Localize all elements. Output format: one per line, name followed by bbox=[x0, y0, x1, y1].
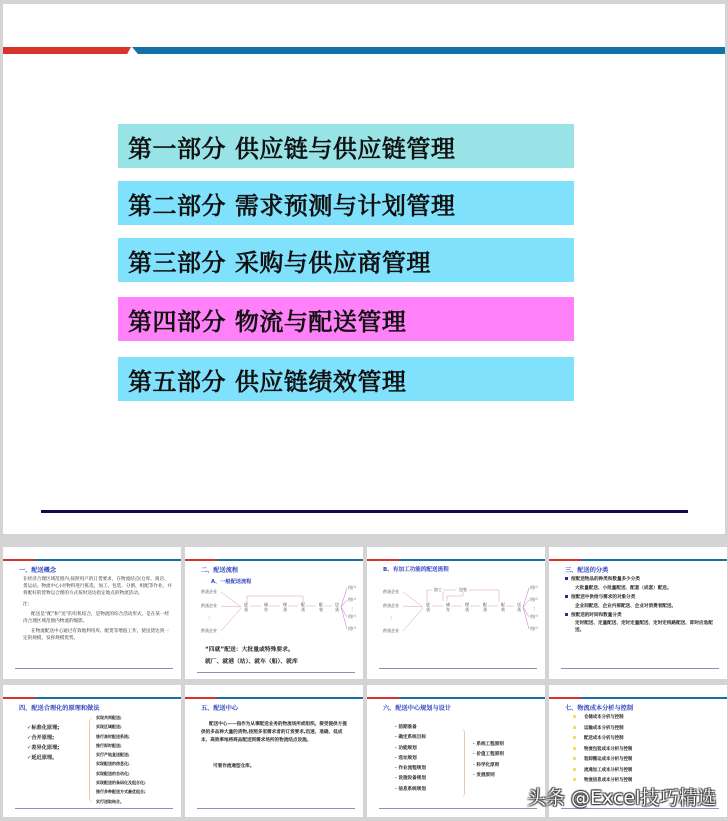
thumb-accent-bar bbox=[3, 559, 181, 561]
practices-list: 实现共同配送; 实现区域配送; 推行准时配送系统; 推行即时配送; 实行产地直送配送; 实现配送的信息化; 实现配送的自动化; 实现配送的条码化及组合化; 推行多种配送方式最优组合; 实行送取结合。 bbox=[96, 715, 146, 804]
thumb-bottom-line bbox=[197, 672, 355, 673]
paragraph: 配送是“配”和“送”的有机结合，是物流的综合活动形式，是在某一经济合理区域范围内物流的缩影。 bbox=[23, 612, 170, 624]
svg-text:货: 货 bbox=[426, 607, 430, 612]
principles-list: ✓标准化原理; ✓合并原理; ✓差异化原理; ✓延迟原理。 bbox=[27, 725, 60, 761]
svg-text:⋮: ⋮ bbox=[389, 615, 393, 620]
slide-bottom-line bbox=[41, 510, 688, 513]
svg-text:配: 配 bbox=[319, 602, 323, 607]
svg-text:货: 货 bbox=[335, 607, 339, 612]
svg-text:货: 货 bbox=[517, 607, 521, 612]
main-slide[interactable] bbox=[3, 4, 725, 534]
svg-text:货: 货 bbox=[244, 607, 248, 612]
cost-control-list: 仓储成本分析与控制 运输成本分析与控制 配送成本分析与控制 物流包装成本分析与控制 装卸搬运成本分析与控制 流通加工成本分析与控制 物流信息成本分析与控制 bbox=[573, 713, 632, 787]
svg-text:供货企业: 供货企业 bbox=[201, 589, 217, 594]
brace-divider bbox=[461, 729, 465, 797]
svg-text:供货企业: 供货企业 bbox=[383, 628, 399, 633]
paragraph: 在物流配送中心通过有效地利用库、配货等增值工作，使送货达到一定的规模，发挥规模优势。 bbox=[23, 629, 169, 641]
svg-text:用户: 用户 bbox=[348, 597, 356, 602]
svg-text:储: 储 bbox=[446, 602, 450, 607]
thumb-accent-bar bbox=[549, 697, 727, 699]
svg-text:装: 装 bbox=[319, 607, 323, 612]
svg-text:送: 送 bbox=[335, 602, 339, 607]
thumb-title: 六、配送中心规划与设计 bbox=[383, 705, 452, 712]
slide-thumbnail-7[interactable] bbox=[367, 685, 545, 817]
slide-thumbnail-2[interactable] bbox=[185, 547, 363, 679]
thumb-body bbox=[201, 721, 351, 771]
paragraph: 配送中心——指作为从事配送业务的物流场所或组织。接受提供方提供的多品种大量的货物,按照多家需求者的订货要求,迅速、准确、低成本、高效率地将商品配送到需求场所的物流结点设施。 bbox=[201, 722, 347, 743]
svg-text:配: 配 bbox=[483, 602, 487, 607]
svg-text:用户: 用户 bbox=[348, 585, 356, 590]
svg-text:⋮: ⋮ bbox=[350, 606, 354, 611]
thumb-accent-bar bbox=[185, 697, 363, 699]
svg-text:送: 送 bbox=[517, 602, 521, 607]
thumb-subtitle: A、一般配送流程 bbox=[211, 579, 252, 585]
thumb-title: B、有加工功能的配送流程 bbox=[383, 567, 449, 573]
svg-text:货: 货 bbox=[465, 607, 469, 612]
svg-text:储: 储 bbox=[264, 602, 268, 607]
thumb-accent-bar bbox=[185, 559, 363, 561]
square-bullet-icon bbox=[565, 577, 568, 580]
svg-text:货: 货 bbox=[301, 607, 305, 612]
svg-text:理: 理 bbox=[465, 602, 469, 607]
section-band-5: 第五部分 供应链绩效管理 bbox=[118, 357, 574, 401]
thumb-title: 四、配送合理化的原理和做法 bbox=[19, 705, 100, 712]
square-bullet-icon bbox=[573, 768, 576, 771]
slide-thumbnail-5[interactable] bbox=[3, 685, 181, 817]
thumb-accent-bar bbox=[3, 697, 181, 699]
svg-text:进: 进 bbox=[244, 602, 248, 607]
thumb-title: 一、配送概念 bbox=[19, 567, 57, 574]
slide-thumbnail-6[interactable] bbox=[185, 685, 363, 817]
accent-bar-red bbox=[3, 47, 131, 54]
section-band-2: 第二部分 需求预测与计划管理 bbox=[118, 181, 574, 225]
section-band-3: 第三部分 采购与供应商管理 bbox=[118, 238, 574, 282]
thumb-accent-bar bbox=[367, 559, 545, 561]
thumb-bottom-line bbox=[15, 668, 173, 669]
thumb-title: 七、物流成本分析与控制 bbox=[565, 705, 634, 712]
svg-text:用户: 用户 bbox=[530, 585, 538, 590]
square-bullet-icon bbox=[573, 726, 576, 729]
square-bullet-icon bbox=[573, 736, 576, 739]
svg-text:装: 装 bbox=[501, 607, 505, 612]
svg-text:用户: 用户 bbox=[348, 614, 356, 619]
square-bullet-icon bbox=[573, 747, 576, 750]
planning-steps-list: · 前期准备 · 确定系统目标 · 功能规划 · 选址规划 · 作业流程规划 · 设施设备规划 · 信息系统规划 bbox=[395, 725, 426, 792]
four-direct-note: “四就”配送：大批量或特殊要求。 bbox=[205, 647, 294, 653]
svg-text:货: 货 bbox=[283, 607, 287, 612]
thumb-title: 二、配送流程 bbox=[201, 567, 239, 574]
svg-text:供货企业: 供货企业 bbox=[201, 603, 217, 608]
svg-text:供货企业: 供货企业 bbox=[201, 628, 217, 633]
accent-bar-blue bbox=[132, 47, 725, 54]
svg-text:配: 配 bbox=[501, 602, 505, 607]
svg-text:存: 存 bbox=[264, 607, 268, 612]
square-bullet-icon bbox=[565, 595, 568, 598]
thumb-title: 五、配送中心 bbox=[201, 705, 239, 712]
svg-text:包装: 包装 bbox=[459, 587, 467, 592]
slide-top-accent-bar bbox=[3, 47, 725, 54]
slide-thumbnail-3[interactable] bbox=[367, 547, 545, 679]
thumb-body bbox=[23, 576, 173, 642]
thumb-bottom-line bbox=[561, 668, 719, 669]
paragraph: 注: bbox=[23, 602, 30, 607]
svg-text:用户: 用户 bbox=[530, 626, 538, 631]
svg-text:用户: 用户 bbox=[348, 626, 356, 631]
thumb-bottom-line bbox=[379, 808, 537, 809]
svg-text:用户: 用户 bbox=[530, 614, 538, 619]
watermark: 头条 @Excel技巧精选 bbox=[527, 787, 717, 809]
thumb-accent-bar bbox=[549, 559, 727, 561]
processing-flow-diagram bbox=[379, 585, 539, 655]
svg-text:配: 配 bbox=[301, 602, 305, 607]
section-band-1: 第一部分 供应链与供应链管理 bbox=[118, 124, 574, 168]
square-bullet-icon bbox=[573, 757, 576, 760]
svg-text:供货企业: 供货企业 bbox=[383, 589, 399, 594]
design-principles-list: · 系统工程原则 · 价值工程原则 · 科学化原则 · 发展原则 bbox=[473, 742, 504, 778]
slide-thumbnail-4[interactable] bbox=[549, 547, 727, 679]
brace-divider bbox=[89, 718, 93, 802]
svg-text:用户: 用户 bbox=[530, 597, 538, 602]
paragraph: 在经济合理区域范围内,按照用户的订货要求，在物流结点(仓库、商店、货运站、物流中心)对物料进行拣选、加工、包装、分割、组配等作业，并将配好的货物以合理的方式按时送达指定地点的物流活动。 bbox=[23, 577, 172, 596]
section-band-4-highlighted: 第四部分 物流与配送管理 bbox=[118, 297, 574, 341]
four-direct-types: 就厂、就港（站）、就车（船）、就库 bbox=[205, 659, 298, 665]
slide-thumbnail-1[interactable] bbox=[3, 547, 181, 679]
paragraph: 可看作流通型仓库。 bbox=[213, 764, 255, 769]
svg-text:⋮: ⋮ bbox=[532, 606, 536, 611]
svg-text:进: 进 bbox=[426, 602, 430, 607]
classification-list: 按配送物品的种类和数量多少分类 大批量配送、小批量配送、配套（成套）配送。 按配送中供给与需求的对象分类 企业间配送、企业内部配送、企业对消费者配送。 按配送的时间和数量分类 定时配送、定量配送、定时定量配送、定时定线路配送、即时应急配送。 bbox=[565, 575, 721, 634]
square-bullet-icon bbox=[573, 715, 576, 718]
square-bullet-icon bbox=[573, 778, 576, 781]
thumb-bottom-line bbox=[197, 808, 355, 809]
thumb-bottom-line bbox=[379, 668, 537, 669]
thumb-title: 三、配送的分类 bbox=[565, 567, 609, 574]
svg-text:存: 存 bbox=[446, 607, 450, 612]
svg-text:加工: 加工 bbox=[434, 587, 442, 592]
svg-text:⋮: ⋮ bbox=[207, 615, 211, 620]
distribution-flow-diagram bbox=[197, 585, 357, 655]
svg-text:理: 理 bbox=[283, 602, 287, 607]
svg-text:供货企业: 供货企业 bbox=[383, 603, 399, 608]
square-bullet-icon bbox=[565, 613, 568, 616]
thumb-bottom-line bbox=[15, 808, 173, 809]
thumb-accent-bar bbox=[367, 697, 545, 699]
svg-text:货: 货 bbox=[483, 607, 487, 612]
